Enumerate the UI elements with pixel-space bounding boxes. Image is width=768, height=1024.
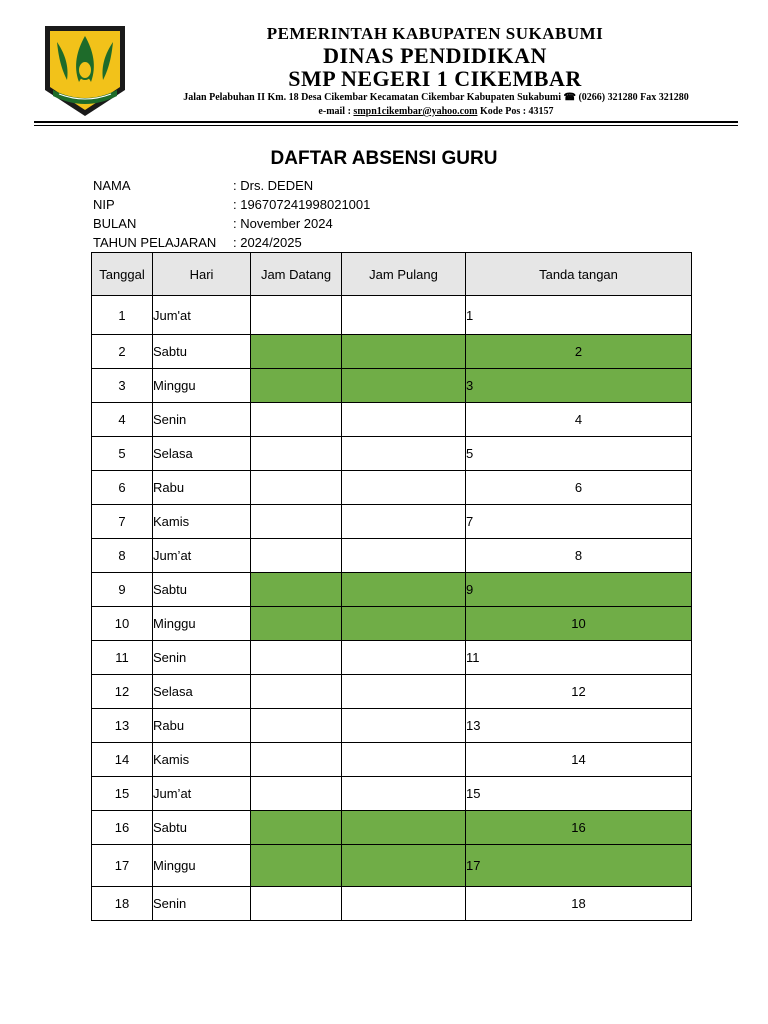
info-row-academic-year — [93, 233, 370, 252]
day-cell: Sabtu — [153, 335, 251, 369]
departure-time-cell[interactable] — [342, 403, 466, 437]
department-name: DINAS PENDIDIKAN — [323, 43, 547, 68]
departure-time-cell[interactable] — [342, 369, 466, 403]
date-cell: 17 — [92, 845, 153, 887]
arrival-time-cell[interactable] — [251, 296, 342, 335]
email-link[interactable]: smpn1cikembar@yahoo.com — [353, 106, 478, 117]
table-row — [92, 437, 692, 471]
departure-time-cell[interactable] — [342, 335, 466, 369]
arrival-time-cell[interactable] — [251, 403, 342, 437]
letterhead-divider-thin — [34, 125, 738, 126]
info-row-month — [93, 214, 370, 233]
table-row — [92, 539, 692, 573]
column-header-signature: Tanda tangan — [466, 253, 692, 296]
date-cell: 7 — [92, 505, 153, 539]
attendance-rows — [92, 296, 692, 921]
departure-time-cell[interactable] — [342, 505, 466, 539]
day-cell: Sabtu — [153, 573, 251, 607]
day-cell: Jum’at — [153, 777, 251, 811]
departure-time-cell[interactable] — [342, 296, 466, 335]
day-cell: Minggu — [153, 845, 251, 887]
date-cell: 9 — [92, 573, 153, 607]
signature-cell[interactable]: 1 — [466, 296, 692, 335]
letterhead — [0, 0, 768, 130]
teacher-info — [93, 176, 370, 252]
day-cell: Rabu — [153, 471, 251, 505]
arrival-time-cell[interactable] — [251, 675, 342, 709]
departure-time-cell[interactable] — [342, 675, 466, 709]
table-header-row — [92, 253, 692, 296]
day-cell: Rabu — [153, 709, 251, 743]
arrival-time-cell[interactable] — [251, 505, 342, 539]
arrival-time-cell[interactable] — [251, 471, 342, 505]
signature-cell[interactable]: 14 — [466, 743, 692, 777]
info-label: BULAN — [93, 216, 137, 231]
signature-cell[interactable]: 4 — [466, 403, 692, 437]
day-cell: Senin — [153, 403, 251, 437]
arrival-time-cell[interactable] — [251, 335, 342, 369]
table-row — [92, 743, 692, 777]
date-cell: 15 — [92, 777, 153, 811]
table-row — [92, 777, 692, 811]
signature-cell[interactable]: 16 — [466, 811, 692, 845]
column-header-arrival-time: Jam Datang — [251, 253, 342, 296]
info-row-name — [93, 176, 370, 195]
email-label: e-mail : — [318, 106, 354, 117]
table-row — [92, 471, 692, 505]
info-value: : November 2024 — [233, 216, 333, 231]
signature-cell[interactable]: 17 — [466, 845, 692, 887]
arrival-time-cell[interactable] — [251, 887, 342, 921]
day-cell: Senin — [153, 887, 251, 921]
table-row — [92, 887, 692, 921]
signature-cell[interactable]: 18 — [466, 887, 692, 921]
document-title: DAFTAR ABSENSI GURU — [270, 148, 498, 169]
table-row — [92, 709, 692, 743]
column-header-departure-time: Jam Pulang — [342, 253, 466, 296]
date-cell: 6 — [92, 471, 153, 505]
signature-cell[interactable]: 8 — [466, 539, 692, 573]
arrival-time-cell[interactable] — [251, 573, 342, 607]
departure-time-cell[interactable] — [342, 709, 466, 743]
departure-time-cell[interactable] — [342, 811, 466, 845]
date-cell: 1 — [92, 296, 153, 335]
info-label: TAHUN PELAJARAN — [93, 235, 217, 250]
arrival-time-cell[interactable] — [251, 845, 342, 887]
info-value: : Drs. DEDEN — [233, 178, 314, 193]
table-row — [92, 369, 692, 403]
day-cell: Senin — [153, 641, 251, 675]
day-cell: Kamis — [153, 743, 251, 777]
school-address: Jalan Pelabuhan II Km. 18 Desa Cikembar Kecamatan Cikembar Kabupaten Sukabumi ☎ (0266) 321280 Fax 321280 — [183, 92, 689, 103]
date-cell: 18 — [92, 887, 153, 921]
departure-time-cell[interactable] — [342, 539, 466, 573]
signature-cell[interactable]: 13 — [466, 709, 692, 743]
date-cell: 16 — [92, 811, 153, 845]
date-cell: 5 — [92, 437, 153, 471]
day-cell: Selasa — [153, 437, 251, 471]
arrival-time-cell[interactable] — [251, 369, 342, 403]
letterhead-divider — [34, 121, 738, 123]
signature-cell[interactable]: 12 — [466, 675, 692, 709]
date-cell: 13 — [92, 709, 153, 743]
info-label: NIP — [93, 197, 115, 212]
date-cell: 3 — [92, 369, 153, 403]
day-cell: Selasa — [153, 675, 251, 709]
signature-cell[interactable]: 10 — [466, 607, 692, 641]
postcode: Kode Pos : 43157 — [477, 106, 554, 117]
date-cell: 14 — [92, 743, 153, 777]
departure-time-cell[interactable] — [342, 607, 466, 641]
day-cell: Minggu — [153, 607, 251, 641]
departure-time-cell[interactable] — [342, 573, 466, 607]
table-row — [92, 607, 692, 641]
arrival-time-cell[interactable] — [251, 641, 342, 675]
government-name: PEMERINTAH KABUPATEN SUKABUMI — [266, 24, 604, 43]
signature-cell[interactable]: 15 — [466, 777, 692, 811]
departure-time-cell[interactable] — [342, 845, 466, 887]
table-row — [92, 573, 692, 607]
day-cell: Jum’at — [153, 539, 251, 573]
date-cell: 4 — [92, 403, 153, 437]
attendance-table — [91, 252, 692, 921]
arrival-time-cell[interactable] — [251, 709, 342, 743]
column-header-date: Tanggal — [92, 253, 153, 296]
table-row — [92, 335, 692, 369]
info-row-nip — [93, 195, 370, 214]
signature-cell[interactable]: 7 — [466, 505, 692, 539]
table-row — [92, 641, 692, 675]
arrival-time-cell[interactable] — [251, 811, 342, 845]
departure-time-cell[interactable] — [342, 437, 466, 471]
info-value: : 2024/2025 — [233, 235, 302, 250]
arrival-time-cell[interactable] — [251, 607, 342, 641]
arrival-time-cell[interactable] — [251, 777, 342, 811]
table-row — [92, 403, 692, 437]
info-label: NAMA — [93, 178, 131, 193]
table-row — [92, 845, 692, 887]
signature-cell[interactable]: 5 — [466, 437, 692, 471]
arrival-time-cell[interactable] — [251, 539, 342, 573]
departure-time-cell[interactable] — [342, 743, 466, 777]
table-row — [92, 505, 692, 539]
arrival-time-cell[interactable] — [251, 437, 342, 471]
day-cell: Kamis — [153, 505, 251, 539]
date-cell: 11 — [92, 641, 153, 675]
signature-cell[interactable]: 6 — [466, 471, 692, 505]
departure-time-cell[interactable] — [342, 887, 466, 921]
departure-time-cell[interactable] — [342, 471, 466, 505]
arrival-time-cell[interactable] — [251, 743, 342, 777]
departure-time-cell[interactable] — [342, 641, 466, 675]
info-value: : 196707241998021001 — [233, 197, 371, 212]
table-row — [92, 675, 692, 709]
signature-cell[interactable]: 3 — [466, 369, 692, 403]
day-cell: Jum'at — [153, 296, 251, 335]
date-cell: 2 — [92, 335, 153, 369]
contact-line — [138, 106, 734, 117]
day-cell: Minggu — [153, 369, 251, 403]
day-cell: Sabtu — [153, 811, 251, 845]
school-name: SMP NEGERI 1 CIKEMBAR — [288, 66, 582, 91]
column-header-day: Hari — [153, 253, 251, 296]
table-row — [92, 811, 692, 845]
signature-cell[interactable]: 11 — [466, 641, 692, 675]
table-row — [92, 296, 692, 335]
date-cell: 10 — [92, 607, 153, 641]
signature-cell[interactable]: 2 — [466, 335, 692, 369]
date-cell: 12 — [92, 675, 153, 709]
date-cell: 8 — [92, 539, 153, 573]
regency-emblem-logo — [43, 24, 127, 118]
signature-cell[interactable]: 9 — [466, 573, 692, 607]
departure-time-cell[interactable] — [342, 777, 466, 811]
